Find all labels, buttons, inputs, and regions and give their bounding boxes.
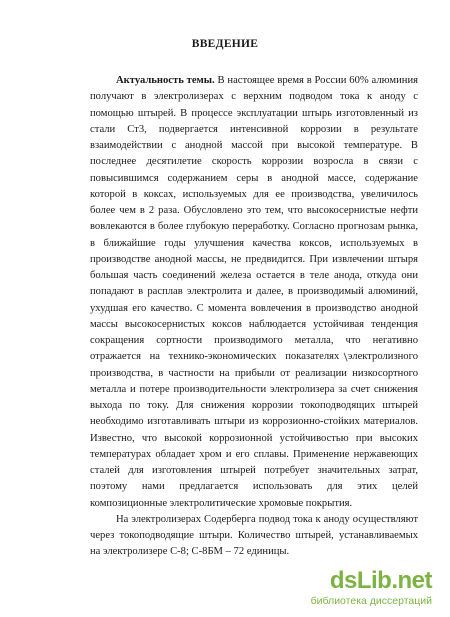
page-title: ВВЕДЕНИЕ bbox=[191, 38, 259, 50]
paragraph-text: В настоящее время в России 60% алюминия получают в электролизерах с верхним подводом тока к аноду с помощью штырей. В процессе эксплуатации штырь изготовленный из стали Ст3, подвергается интенсивной коррозии в результате взаимодействии с анодной массой при высокой температуре. В последнее десятилетие скорость коррозии возросла в связи с повысившимся содержанием серы в анодной массе, содержание которой в коксах, используемых для ее производства, увеличилось более чем в 2 раза. Обусловлено это тем, что высокосернистые нефти вовлекаются в более глубокую переработку. Согласно прогнозам рынка, в ближайшие годы улучшения качества коксов, используемых в производстве анодной массы, не предвидится. При извлечении штыря большая часть соединений железа остается в теле анода, откуда они попадают в расплав электролита и далее, в производимый алюминий, ухудшая его качество. С момента вовлечения в производство анодной массы высокосернистых коксов наблюдается устойчивая тенденция сокращения сортности производимого металла, что негативно отражается на технико-экономических показателях электролизного производства, в частности на прибыли от реализации низкосортного металла и потере производительности электролизера за счет снижения выхода по току. Для снижения коррозии токоподводящих штырей необходимо изготавливать штыри из коррозионно-стойких материалов. Известно, что высокой коррозионной устойчивостью при высоких температурах обладает хром и его сплавы. Применение нержавеющих сталей для изготовления штырей потребует значительных затрат, поэтому нами предлагается использовать для этих целей композиционные электролитические хромовые покрытия. bbox=[90, 75, 418, 509]
watermark bbox=[292, 565, 442, 611]
paragraph-relevance bbox=[90, 73, 418, 512]
document-body bbox=[90, 73, 418, 561]
paragraph-lead: Актуальность темы. bbox=[116, 75, 215, 86]
paragraph-soderberg bbox=[90, 512, 418, 561]
paragraph-text: На электролизерах Содерберга подвод тока к аноду осуществляют через токоподводящие штыри. Количество штырей, устанавливаемых на электролизере С-8; С-8БМ – 72 единицы. bbox=[90, 513, 418, 558]
watermark-caption: библиотека диссертаций bbox=[310, 595, 432, 607]
watermark-logo: dsLib.net bbox=[329, 567, 432, 594]
